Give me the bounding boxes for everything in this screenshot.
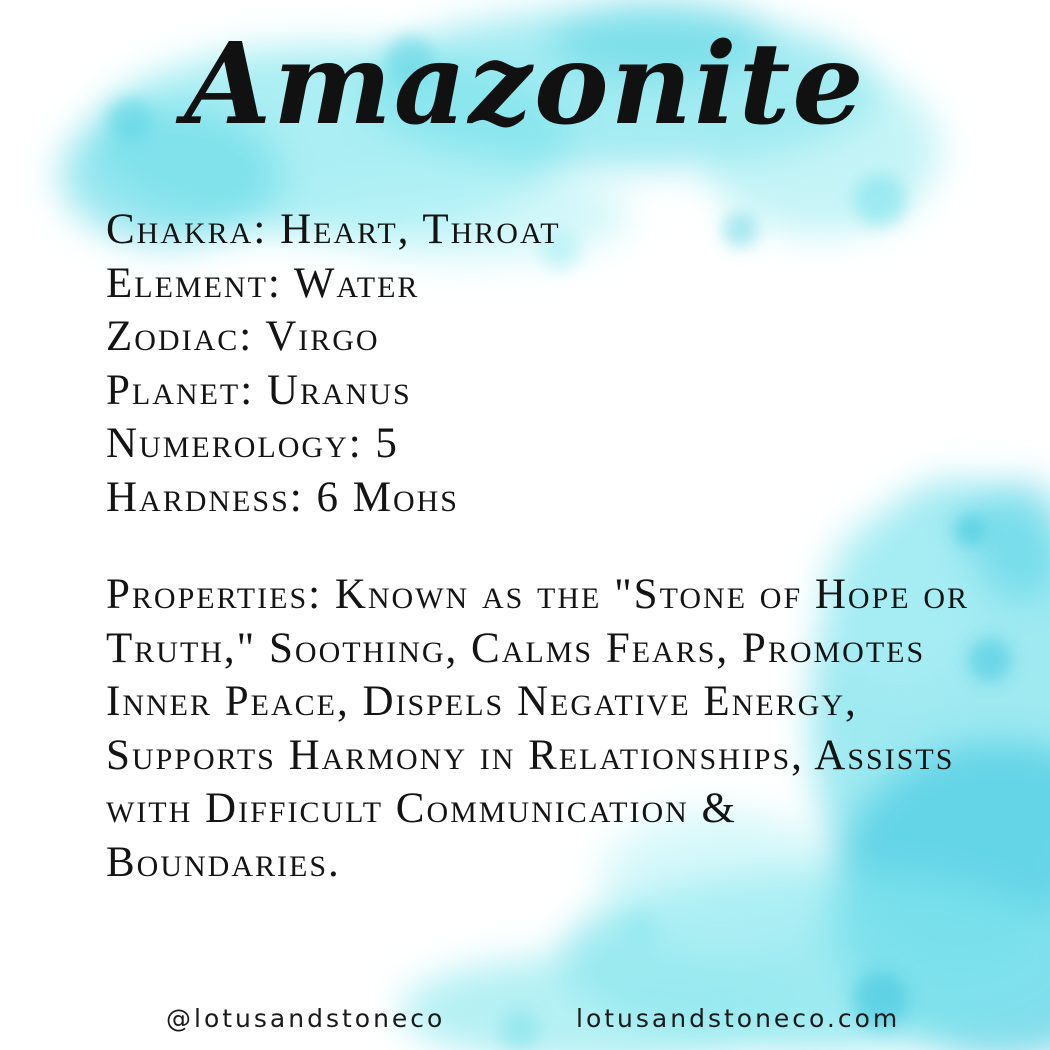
attribute-label: Planet xyxy=(106,366,241,414)
attribute-hardness: Hardness: 6 Mohs xyxy=(106,473,459,521)
attribute-label: Zodiac xyxy=(106,313,240,360)
properties-text: Known as the "Stone of Hope or Truth," Soothing, Calms Fears, Promotes Inner Peace, Dispels Negative Energy, Supports Harmony in Relationships, Assists with Difficult Communication & Boundaries. xyxy=(106,571,970,886)
properties-label: Properties xyxy=(106,571,309,618)
attribute-value: Water xyxy=(293,259,420,307)
attribute-element: Element: Water xyxy=(106,259,420,307)
website-url: lotusandstoneco.com xyxy=(576,1004,901,1033)
social-handle: @lotusandstoneco xyxy=(166,1004,446,1033)
attribute-chakra: Chakra: Heart, Throat xyxy=(106,206,561,253)
attribute-value: 5 xyxy=(375,420,399,467)
attribute-zodiac: Zodiac: Virgo xyxy=(106,313,380,360)
attribute-value: Uranus xyxy=(266,366,412,414)
attribute-label: Chakra xyxy=(106,206,254,253)
attribute-value: 6 Mohs xyxy=(316,473,459,521)
properties-paragraph: Properties: Known as the "Stone of Hope or Truth," Soothing, Calms Fears, Promotes Inner Peace, Dispels Negative Energy, Supports Harmony in Relationships, Assists with Difficult Communication & Boundaries. xyxy=(106,571,970,886)
attribute-list xyxy=(106,203,1006,524)
attribute-value: Virgo xyxy=(265,313,380,360)
attribute-planet: Planet: Uranus xyxy=(106,366,412,414)
attribute-numerology: Numerology: 5 xyxy=(106,420,399,467)
attribute-value: Heart, Throat xyxy=(280,206,561,253)
attribute-label: Hardness xyxy=(106,473,290,521)
stone-title: Amazonite xyxy=(184,19,866,150)
attribute-label: Element xyxy=(106,259,268,307)
attribute-label: Numerology xyxy=(106,420,349,467)
